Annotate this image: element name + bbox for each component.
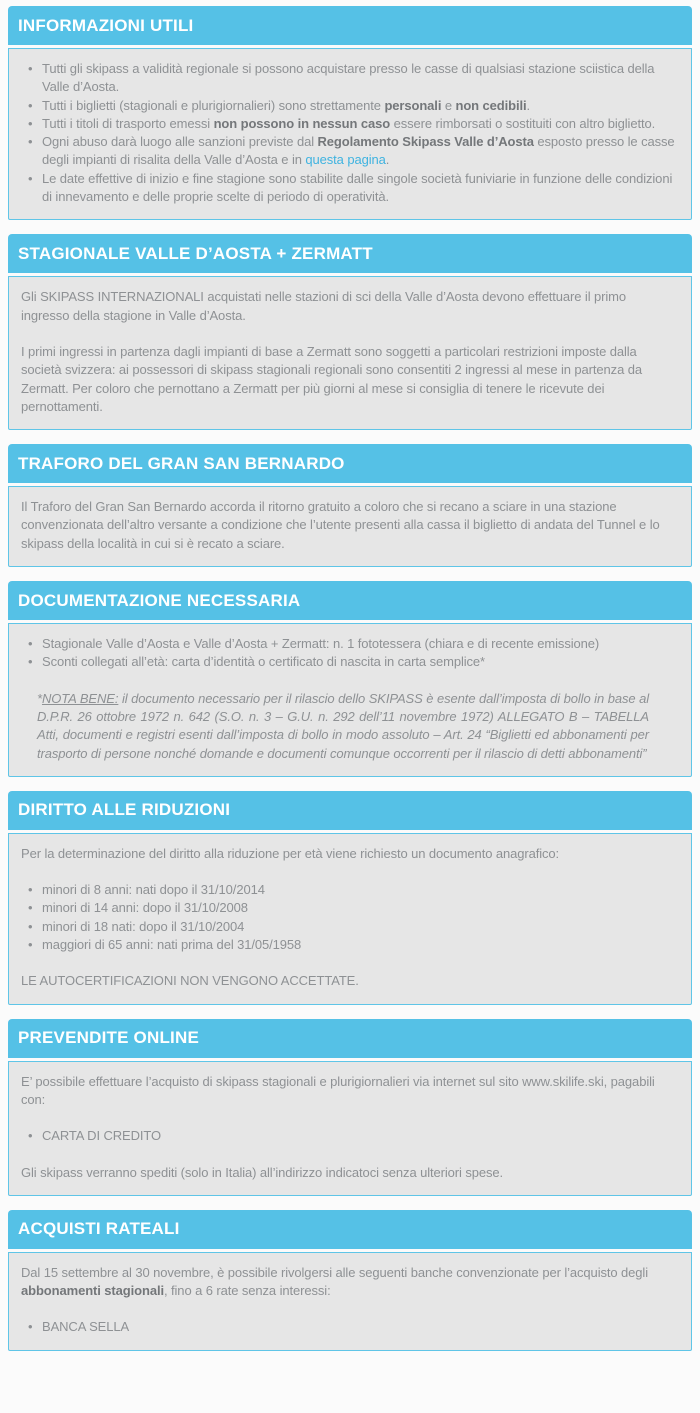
text-run: Dal 15 settembre al 30 novembre, è possibile rivolgersi alle seguenti banche convenzionate per l’acquisto degli — [21, 1264, 648, 1280]
text-run: Sconti collegati all’età: carta d’identità o certificato di nascita in carta semplice* — [42, 654, 486, 670]
section-body — [8, 623, 692, 777]
list-item — [28, 97, 677, 115]
text-run: esposto presso le casse degli impianti di risalita della Valle d’Aosta e in — [42, 134, 675, 168]
section-header — [8, 1019, 692, 1058]
list-item — [28, 881, 677, 899]
section-body — [8, 48, 692, 220]
text-run: CARTA DI CREDITO — [42, 1128, 162, 1144]
section-card-stagionale-valle-daosta-zermatt — [8, 234, 692, 430]
section-header — [8, 581, 692, 620]
bullet-list — [21, 1318, 677, 1336]
text-run: maggiori di 65 anni: nati prima del 31/05/1958 — [42, 937, 302, 953]
text-run: il documento necessario per il rilascio dello SKIPASS è esente dall’imposta di bollo in base al D.P.R. 26 ottobre 1972 n. 642 (S.O. n. 3 – G.U. n. 292 dell’11 novembre 1972) ALLEGATO B – TABELLA Atti, documenti e registri esenti dall’imposta di bollo in modo assoluto – Art. 24 “Biglietti ed abbonamenti per trasporto di persone nonché domande e documenti comunque occorrenti per il rilascio di detti abbonamenti” — [37, 690, 649, 761]
text-run: minori di 14 anni: dopo il 31/10/2008 — [42, 900, 248, 916]
paragraph — [21, 343, 677, 416]
paragraph — [21, 1073, 677, 1110]
text-run: E’ possibile effettuare l’acquisto di skipass stagionali e plurigiornalieri via internet sul sito www.skilife.ski, pagabili con: — [21, 1073, 655, 1107]
text-run: . — [526, 97, 531, 113]
bold-text: abbonamenti stagionali — [21, 1283, 164, 1299]
section-header — [8, 1210, 692, 1249]
text-run: I primi ingressi in partenza dagli impianti di base a Zermatt sono soggetti a particolari restrizioni imposte dalla società svizzera: ai possessori di skipass stagionali regionali sono consentiti 2 ingressi al mese in partenza da Zermatt. Per coloro che pernottano a Zermatt per più giorni al mese si consiglia di tenere le ricevute dei pernottamenti. — [21, 343, 642, 414]
text-run: Il Traforo del Gran San Bernardo accorda il ritorno gratuito a coloro che si recano a sciare in una stazione convenzionata dell’altro versante a condizione che l’utente presenti alla cassa il biglietto di andata del Tunnel e lo skipass della località in cui si è recato a sciare. — [21, 499, 660, 551]
text-run: Per la determinazione del diritto alla riduzione per età viene richiesto un documento anagrafico: — [21, 845, 560, 861]
section-body — [8, 1061, 692, 1196]
section-card-prevendite-online — [8, 1019, 692, 1196]
list-item — [28, 115, 677, 133]
text-run: Tutti i biglietti (stagionali e plurigiornalieri) sono strettamente — [42, 97, 385, 113]
text-run: Stagionale Valle d’Aosta e Valle d’Aosta + Zermatt: n. 1 fototessera (chiara e di recente emissione) — [42, 636, 600, 652]
list-item — [28, 653, 677, 671]
bullet-list — [21, 635, 677, 672]
bold-text: non possono in nessun caso — [213, 115, 391, 131]
paragraph — [21, 845, 677, 863]
text-run: Gli skipass verranno spediti (solo in Italia) all’indirizzo indicatoci senza ulteriori spese. — [21, 1164, 504, 1180]
list-item — [28, 133, 677, 170]
section-card-traforo-gran-san-bernardo — [8, 444, 692, 567]
section-card-documentazione-necessaria — [8, 581, 692, 777]
text-run: , fino a 6 rate senza interessi: — [163, 1283, 331, 1299]
section-title: INFORMAZIONI UTILI — [18, 15, 194, 35]
section-card-diritto-alle-riduzioni — [8, 791, 692, 1005]
text-run: Gli SKIPASS INTERNAZIONALI acquistati nelle stazioni di sci della Valle d’Aosta devono effettuare il primo ingresso della stagione in Valle d’Aosta. — [21, 289, 627, 323]
section-title: STAGIONALE VALLE D’AOSTA + ZERMATT — [18, 243, 373, 263]
text-run: essere rimborsati o sostituiti con altro biglietto. — [390, 115, 656, 131]
section-body — [8, 486, 692, 567]
list-item — [28, 170, 677, 207]
text-run: Ogni abuso darà luogo alle sanzioni previste dal — [42, 134, 318, 150]
paragraph — [21, 498, 677, 553]
section-header — [8, 444, 692, 483]
text-run: Tutti gli skipass a validità regionale si possono acquistare presso le casse di qualsiasi stazione sciistica della Valle d’Aosta. — [42, 61, 655, 95]
section-title: DIRITTO ALLE RIDUZIONI — [18, 800, 231, 820]
text-run: LE AUTOCERTIFICAZIONI NON VENGONO ACCETTATE. — [21, 973, 359, 989]
section-body — [8, 833, 692, 1005]
section-title: DOCUMENTAZIONE NECESSARIA — [18, 590, 301, 610]
section-title: ACQUISTI RATEALI — [18, 1219, 180, 1239]
list-item — [28, 936, 677, 954]
section-header — [8, 234, 692, 273]
section-body — [8, 276, 692, 430]
text-run: * — [37, 690, 42, 706]
bullet-list — [21, 60, 677, 206]
paragraph — [21, 288, 677, 325]
list-item — [28, 899, 677, 917]
paragraph — [21, 1164, 677, 1182]
section-card-informazioni-utili — [8, 6, 692, 220]
nota-bene-note — [37, 690, 649, 763]
section-card-acquisti-rateali — [8, 1210, 692, 1351]
text-run: NOTA BENE: — [41, 690, 119, 706]
bold-text: Regolamento Skipass Valle d’Aosta — [317, 134, 534, 150]
questa-pagina-link[interactable]: questa pagina — [305, 152, 386, 168]
list-item — [28, 918, 677, 936]
section-header — [8, 791, 692, 830]
paragraph — [21, 1264, 677, 1301]
text-run: BANCA SELLA — [42, 1319, 130, 1335]
text-run: minori di 8 anni: nati dopo il 31/10/2014 — [42, 882, 265, 898]
sections-container — [8, 6, 692, 1351]
bullet-list — [21, 1127, 677, 1145]
text-run: . — [385, 152, 390, 168]
section-title: PREVENDITE ONLINE — [18, 1028, 199, 1048]
text-run: Le date effettive di inizio e fine stagione sono stabilite dalle singole società funiviarie in funzione delle condizioni di innevamento e delle proprie scelte di periodo di operatività. — [42, 170, 673, 205]
paragraph — [21, 972, 677, 990]
text-run: e — [441, 97, 456, 113]
list-item — [28, 60, 677, 97]
list-item — [28, 635, 677, 653]
section-body — [8, 1252, 692, 1351]
list-item — [28, 1127, 677, 1145]
bold-text: non cedibili — [455, 97, 527, 113]
section-title: TRAFORO DEL GRAN SAN BERNARDO — [18, 453, 345, 473]
list-item — [28, 1318, 677, 1336]
bold-text: personali — [384, 97, 442, 113]
text-run: minori di 18 nati: dopo il 31/10/2004 — [42, 918, 245, 934]
section-header — [8, 6, 692, 45]
bullet-list — [21, 881, 677, 954]
text-run: Tutti i titoli di trasporto emessi — [42, 115, 214, 131]
